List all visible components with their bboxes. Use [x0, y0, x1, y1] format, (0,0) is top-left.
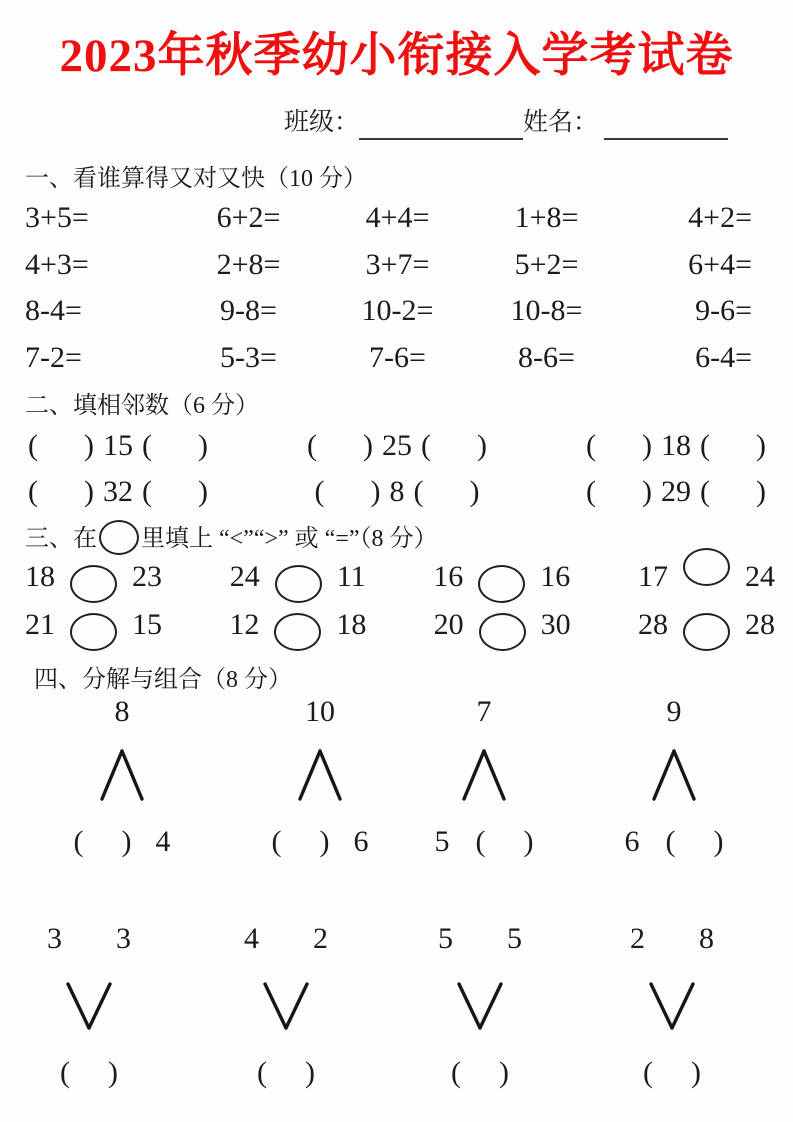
open-paren: (	[28, 475, 38, 508]
decompose-group	[47, 694, 197, 860]
open-paren: (	[314, 475, 325, 508]
decompose-group	[409, 694, 559, 860]
section2-heading: 二、填相邻数（6 分）	[25, 393, 259, 419]
open-paren: (	[421, 429, 431, 462]
student-info-line	[284, 106, 728, 140]
compose-answer-line	[60, 1055, 118, 1091]
math-problem: 7-2=	[25, 340, 82, 374]
open-paren: (	[413, 475, 424, 508]
left-number: 16	[433, 560, 464, 593]
math-problem: 6+2=	[216, 201, 281, 234]
compose-addends	[438, 921, 522, 957]
close-paren: )	[523, 825, 534, 858]
open-paren: (	[451, 1056, 461, 1089]
class-blank-field	[359, 108, 523, 140]
section4-heading: 四、分解与组合（8 分）	[34, 667, 292, 693]
close-paren: )	[198, 475, 208, 508]
compose-group	[592, 921, 752, 1091]
math-problem: 6-4=	[695, 340, 752, 374]
open-paren: (	[60, 1056, 70, 1089]
compose-branch-icon	[63, 981, 115, 1031]
compose-addends	[630, 921, 714, 957]
page-title: 2023年秋季幼小衔接入学考试卷	[59, 30, 734, 82]
answer-circle	[70, 565, 117, 603]
open-paren: (	[73, 825, 84, 858]
decompose-group	[245, 694, 395, 860]
compose-answer-line	[257, 1055, 315, 1091]
decompose-group	[599, 694, 749, 860]
close-paren: )	[370, 475, 381, 508]
close-paren: )	[84, 429, 94, 462]
open-paren: (	[142, 429, 152, 462]
given-number: 6	[624, 825, 640, 858]
open-paren: (	[700, 475, 710, 508]
decompose-answer-line	[272, 824, 369, 860]
close-paren: )	[198, 429, 208, 462]
center-number: 8	[389, 475, 405, 508]
center-number: 18	[661, 429, 691, 462]
right-number: 15	[132, 608, 162, 641]
total-number: 10	[305, 695, 335, 728]
math-problem: 3+7=	[365, 247, 430, 281]
right-number: 18	[336, 608, 367, 641]
left-number: 5	[438, 922, 453, 955]
close-paren: )	[756, 475, 766, 508]
compose-addends	[244, 921, 328, 957]
compose-branch-icon	[260, 981, 312, 1031]
math-problem: 8-6=	[518, 340, 575, 374]
open-paren: (	[665, 825, 676, 858]
decompose-branch-icon	[97, 748, 147, 802]
right-number: 16	[540, 560, 571, 593]
comparison-group	[229, 606, 366, 644]
left-number: 20	[433, 608, 464, 641]
decompose-answer-line	[74, 824, 171, 860]
left-number: 28	[637, 608, 668, 641]
math-problem: 4+3=	[25, 247, 89, 281]
close-paren: )	[713, 825, 724, 858]
open-paren: (	[142, 475, 152, 508]
math-problem: 8-4=	[25, 294, 82, 327]
right-number: 3	[116, 922, 131, 955]
close-paren: )	[499, 1056, 509, 1089]
arithmetic-grid	[25, 201, 770, 387]
name-blank-field	[604, 108, 728, 140]
right-number: 28	[744, 608, 775, 641]
compose-group	[206, 921, 366, 1091]
math-problem: 5+2=	[514, 247, 579, 281]
left-number: 12	[229, 608, 260, 641]
adjacent-number-group	[28, 474, 208, 510]
right-number: 30	[540, 608, 571, 641]
circle-icon	[99, 520, 139, 555]
math-problem: 2+8=	[216, 247, 281, 281]
decompose-branch-icon	[649, 748, 699, 802]
answer-circle	[683, 548, 730, 586]
open-paren: (	[643, 1056, 653, 1089]
math-problem: 10-8=	[510, 294, 583, 327]
open-paren: (	[700, 429, 710, 462]
comparison-group	[433, 558, 570, 596]
compose-branch-icon	[646, 981, 698, 1031]
close-paren: )	[121, 825, 132, 858]
decompose-answer-line	[625, 824, 724, 860]
comparison-group	[230, 558, 366, 596]
answer-circle	[478, 565, 525, 603]
compose-answer-line	[643, 1055, 701, 1091]
math-problem: 10-2=	[361, 294, 434, 327]
comparison-row	[25, 558, 775, 596]
open-paren: (	[475, 825, 486, 858]
close-paren: )	[756, 429, 766, 462]
adjacent-number-group	[586, 474, 766, 510]
open-paren: (	[586, 429, 596, 462]
total-number: 8	[114, 695, 130, 728]
left-number: 2	[630, 922, 645, 955]
math-problem: 1+8=	[514, 201, 579, 234]
close-paren: )	[691, 1056, 701, 1089]
center-number: 15	[103, 429, 133, 462]
answer-circle	[275, 565, 322, 603]
answer-circle	[479, 613, 526, 651]
math-problem: 9-6=	[695, 294, 752, 327]
decompose-branch-icon	[295, 748, 345, 802]
answer-circle	[274, 613, 321, 651]
given-number: 5	[434, 825, 450, 858]
adjacent-numbers-row	[28, 474, 766, 510]
answer-circle	[683, 613, 730, 651]
compose-group	[400, 921, 560, 1091]
close-paren: )	[642, 429, 652, 462]
center-number: 32	[103, 475, 133, 508]
left-number: 3	[47, 922, 62, 955]
comparison-group	[638, 558, 775, 596]
compose-group	[9, 921, 169, 1091]
left-number: 21	[25, 608, 55, 641]
center-number: 29	[661, 475, 691, 508]
right-number: 5	[507, 922, 522, 955]
section3-heading-prefix: 三、在	[25, 526, 97, 552]
right-number: 24	[745, 560, 775, 593]
right-number: 11	[336, 560, 366, 593]
center-number: 25	[382, 429, 412, 462]
class-label: 班级：	[284, 109, 360, 136]
left-number: 18	[25, 560, 55, 593]
open-paren: (	[257, 1056, 267, 1089]
open-paren: (	[28, 429, 38, 462]
adjacent-number-group	[28, 428, 208, 464]
decompose-answer-line	[435, 824, 534, 860]
math-problem: 4+2=	[688, 201, 752, 234]
adjacent-numbers-row	[28, 428, 766, 464]
left-number: 24	[229, 560, 260, 593]
comparison-group	[638, 606, 775, 644]
name-label: 姓名：	[523, 109, 599, 136]
section3-heading	[25, 518, 438, 555]
open-paren: (	[271, 825, 282, 858]
left-number: 4	[244, 922, 259, 955]
math-problem: 7-6=	[369, 340, 426, 374]
compose-addends	[47, 921, 131, 957]
math-problem: 6+4=	[688, 247, 752, 281]
close-paren: )	[477, 429, 487, 462]
adjacent-number-group	[315, 474, 480, 510]
compose-answer-line	[451, 1055, 509, 1091]
adjacent-number-group	[307, 428, 487, 464]
close-paren: )	[469, 475, 480, 508]
close-paren: )	[319, 825, 330, 858]
section3-heading-suffix: 里填上 “<”“>” 或 “=”（8 分）	[141, 526, 438, 552]
comparison-row	[25, 606, 775, 644]
compose-branch-icon	[454, 981, 506, 1031]
given-number: 6	[353, 825, 369, 858]
math-problem: 5-3=	[220, 340, 277, 374]
given-number: 4	[155, 825, 171, 858]
total-number: 9	[666, 695, 682, 728]
open-paren: (	[586, 475, 596, 508]
decompose-branch-icon	[459, 748, 509, 802]
open-paren: (	[307, 429, 317, 462]
right-number: 8	[699, 922, 714, 955]
math-problem: 9-8=	[220, 294, 277, 327]
close-paren: )	[305, 1056, 315, 1089]
math-problem: 4+4=	[365, 201, 430, 234]
close-paren: )	[642, 475, 652, 508]
adjacent-number-group	[586, 428, 766, 464]
total-number: 7	[476, 695, 492, 728]
answer-circle	[70, 613, 117, 651]
right-number: 23	[132, 560, 162, 593]
comparison-group	[25, 558, 162, 596]
section1-heading: 一、看谁算得又对又快（10 分）	[25, 166, 367, 192]
close-paren: )	[108, 1056, 118, 1089]
right-number: 2	[313, 922, 328, 955]
close-paren: )	[363, 429, 373, 462]
left-number: 17	[638, 560, 668, 593]
comparison-group	[434, 606, 571, 644]
math-problem: 3+5=	[25, 201, 89, 234]
close-paren: )	[84, 475, 94, 508]
comparison-group	[25, 606, 162, 644]
